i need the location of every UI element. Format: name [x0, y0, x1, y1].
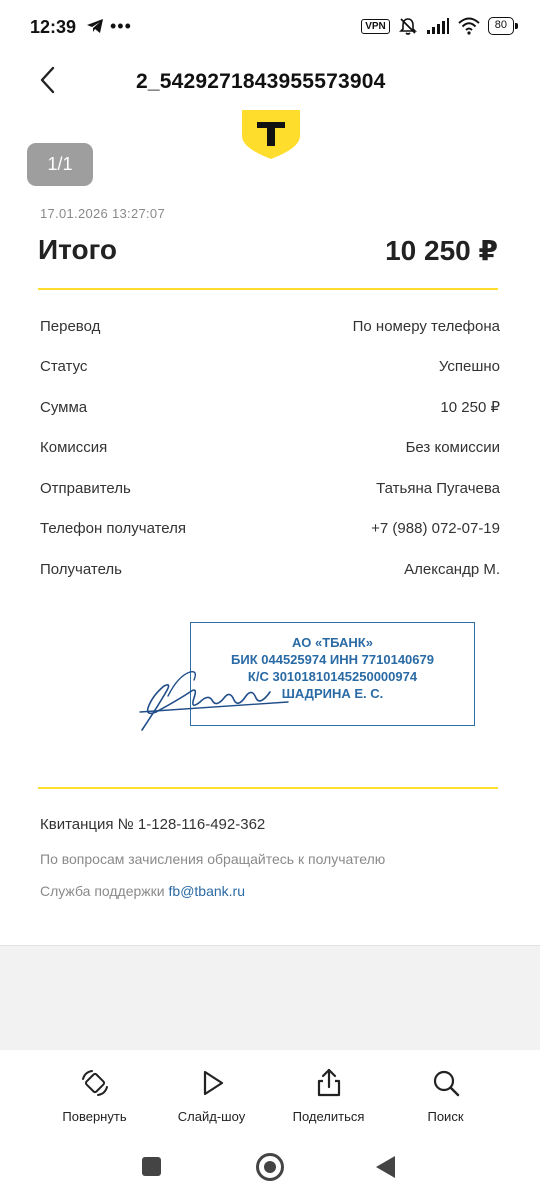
support-label: Служба поддержки [40, 883, 169, 899]
action-label: Поиск [427, 1109, 464, 1124]
home-icon[interactable] [256, 1153, 284, 1181]
receipt-number: Квитанция № 1-128-116-492-362 [40, 816, 266, 833]
action-label: Повернуть [62, 1109, 127, 1124]
stamp-line: БИК 044525974 ИНН 7710140679 [231, 652, 434, 667]
back-triangle-icon[interactable] [376, 1156, 395, 1178]
detail-value: Без комиссии [405, 439, 500, 457]
rotate-icon [79, 1067, 111, 1099]
app-header [0, 52, 540, 108]
battery-icon: 80 [488, 17, 514, 35]
page-indicator[interactable]: 1/1 [27, 143, 93, 186]
recent-apps-icon[interactable] [142, 1157, 161, 1176]
transaction-date: 17.01.2026 13:27:07 [40, 206, 165, 221]
detail-label: Получатель [40, 560, 122, 578]
details-list [40, 306, 500, 590]
detail-label: Отправитель [40, 479, 131, 497]
detail-row-sender [40, 468, 500, 509]
detail-row-commission [40, 428, 500, 469]
detail-row-status [40, 347, 500, 388]
search-icon [430, 1067, 462, 1099]
stamp-line: К/С 30101810145250000974 [247, 669, 418, 684]
detail-label: Сумма [40, 398, 88, 416]
stamp-line: ШАДРИНА Е. С. [281, 686, 384, 701]
detail-value: По номеру телефона [352, 317, 500, 335]
support-line [40, 883, 510, 899]
divider [38, 787, 498, 789]
bank-stamp [138, 620, 478, 738]
detail-label: Статус [40, 358, 88, 376]
action-label: Слайд-шоу [177, 1109, 246, 1124]
more-notifications-icon: ••• [110, 16, 132, 36]
signature-icon [138, 656, 298, 736]
total-amount: 10 250 ₽ [385, 235, 498, 266]
divider [38, 288, 498, 290]
search-button[interactable] [391, 1050, 501, 1140]
back-arrow-icon[interactable] [34, 64, 64, 96]
file-title: 2_5429271843955573904 [136, 70, 386, 93]
stamp-line: АО «ТБАНК» [292, 635, 373, 650]
detail-value: Александр М. [404, 560, 500, 578]
mute-icon [398, 16, 418, 36]
share-icon [313, 1067, 345, 1099]
detail-row-amount [40, 387, 500, 428]
detail-row-recipient-phone [40, 509, 500, 550]
detail-row-transfer [40, 306, 500, 347]
rotate-button[interactable] [40, 1050, 150, 1140]
status-bar [0, 0, 540, 52]
receipt-footer [40, 816, 510, 899]
wifi-icon [458, 17, 480, 35]
signal-icon [426, 17, 450, 35]
detail-row-recipient [40, 549, 500, 590]
telegram-icon [86, 18, 104, 34]
status-time: 12:39 [30, 17, 77, 37]
detail-value: Успешно [438, 358, 500, 376]
slideshow-button[interactable] [157, 1050, 267, 1140]
detail-value: Татьяна Пугачева [376, 479, 500, 497]
system-navigation-bar [0, 1140, 540, 1200]
info-note: По вопросам зачисления обращайтесь к получателю [40, 851, 386, 867]
detail-label: Перевод [40, 317, 101, 335]
action-label: Поделиться [292, 1109, 365, 1124]
viewer-background [0, 946, 540, 1050]
support-email-link[interactable]: fb@tbank.ru [168, 883, 245, 899]
status-icons [361, 16, 514, 36]
detail-value: +7 (988) 072-07-19 [371, 520, 500, 538]
detail-label: Комиссия [40, 439, 108, 457]
action-bar [0, 1050, 540, 1140]
detail-value: 10 250 ₽ [440, 399, 500, 417]
play-icon [196, 1067, 228, 1099]
detail-label: Телефон получателя [40, 520, 187, 538]
vpn-icon: VPN [361, 19, 390, 34]
tbank-logo-icon [242, 110, 300, 160]
total-label: Итого [38, 234, 117, 265]
share-button[interactable] [274, 1050, 384, 1140]
